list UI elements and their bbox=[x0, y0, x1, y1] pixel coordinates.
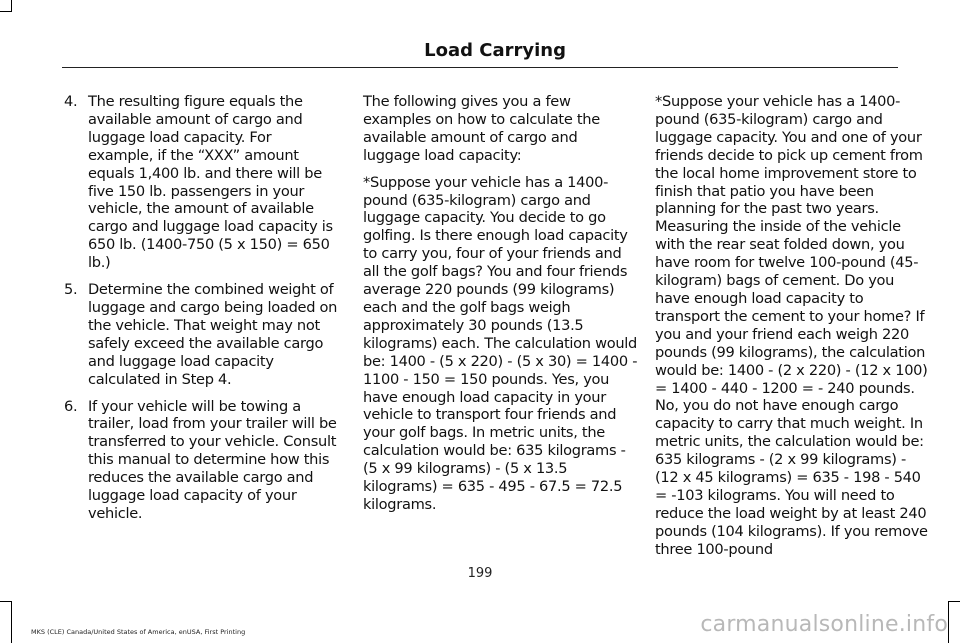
crop-mark-top-left-horizontal bbox=[0, 11, 12, 12]
watermark: carmanualsonline.info bbox=[700, 612, 948, 637]
step-item bbox=[64, 398, 339, 523]
crop-mark-bottom-left-horizontal bbox=[0, 601, 12, 602]
step-number: 4. bbox=[64, 93, 78, 110]
step-text: Determine the combined weight of luggage and cargo being loaded on the vehicle. That weight may not safely exceed the available cargo and luggage load capacity calculated in Step 4. bbox=[88, 281, 338, 388]
column-cement-example bbox=[655, 93, 930, 568]
step-item bbox=[64, 93, 339, 272]
cement-example-paragraph: *Suppose your vehicle has a 1400-pound (635-kilogram) cargo and luggage capacity. You and one of your friends decide to pick up cement from the local home improvement store to finish that patio you have been planning for the past two years. Measuring the inside of the vehicle with the rear seat folded down, you have room for twelve 100-pound (45-kilogram) bags of cement. Do you have enough load capacity to transport the cement to your home? If you and your friend each weigh 220 pounds (99 kilograms), the calculation would be: 1400 - (2 x 220) - (12 x 100) = 1400 - 440 - 1200 = - 240 pounds. No, you do not have enough cargo capacity to carry that much weight. In metric units, the calculation would be: 635 kilograms - (2 x 99 kilograms) - (12 x 45 kilograms) = 635 - 198 - 540 = -103 kilograms. You will need to reduce the load weight by at least 240 pounds (104 kilograms). If you remove three 100-pound bbox=[655, 93, 928, 558]
step-number: 5. bbox=[64, 281, 78, 299]
step-number: 6. bbox=[64, 397, 78, 415]
column-steps bbox=[64, 93, 339, 532]
crop-mark-bottom-left-vertical bbox=[11, 601, 12, 643]
intro-paragraph: The following gives you a few examples on how to calculate the available amount of cargo and luggage load capacity: bbox=[363, 93, 600, 164]
step-text: The resulting figure equals the available amount of cargo and luggage load capacity. For example, if the “XXX” amount equals 1,400 lb. and there will be five 150 lb. passengers in your vehicle, the amount of available cargo and luggage load capacity is 650 lb. (1400-750 (5 x 150) = 650 lb.) bbox=[88, 93, 333, 272]
crop-mark-bottom-right-horizontal bbox=[948, 601, 960, 602]
column-examples-intro bbox=[363, 93, 638, 523]
step-item bbox=[64, 281, 339, 388]
section-title: Load Carrying bbox=[424, 40, 566, 61]
header-divider bbox=[62, 67, 898, 68]
step-text: If your vehicle will be towing a trailer, load from your trailer will be transferred to your vehicle. Consult this manual to determine how this reduces the available cargo and luggage load capacity of your vehicle. bbox=[88, 397, 337, 522]
golf-example-paragraph: *Suppose your vehicle has a 1400-pound (635-kilogram) cargo and luggage capacity. You decide to go golfing. Is there enough load capacity to carry you, four of your friends and all the golf bags? You and four friends average 220 pounds (99 kilograms) each and the golf bags weigh approximately 30 pounds (13.5 kilograms) each. The calculation would be: 1400 - (5 x 220) - (5 x 30) = 1400 - 1100 - 150 = 150 pounds. Yes, you have enough load capacity in your vehicle to transport four friends and your golf bags. In metric units, the calculation would be: 635 kilograms - (5 x 99 kilograms) - (5 x 13.5 kilograms) = 635 - 495 - 67.5 = 72.5 kilograms. bbox=[363, 173, 638, 513]
crop-mark-bottom-right-vertical bbox=[948, 601, 949, 643]
edition-info: MKS (CLE) Canada/United States of America, enUSA, First Printing bbox=[31, 628, 246, 636]
page-number: 199 bbox=[467, 566, 493, 581]
